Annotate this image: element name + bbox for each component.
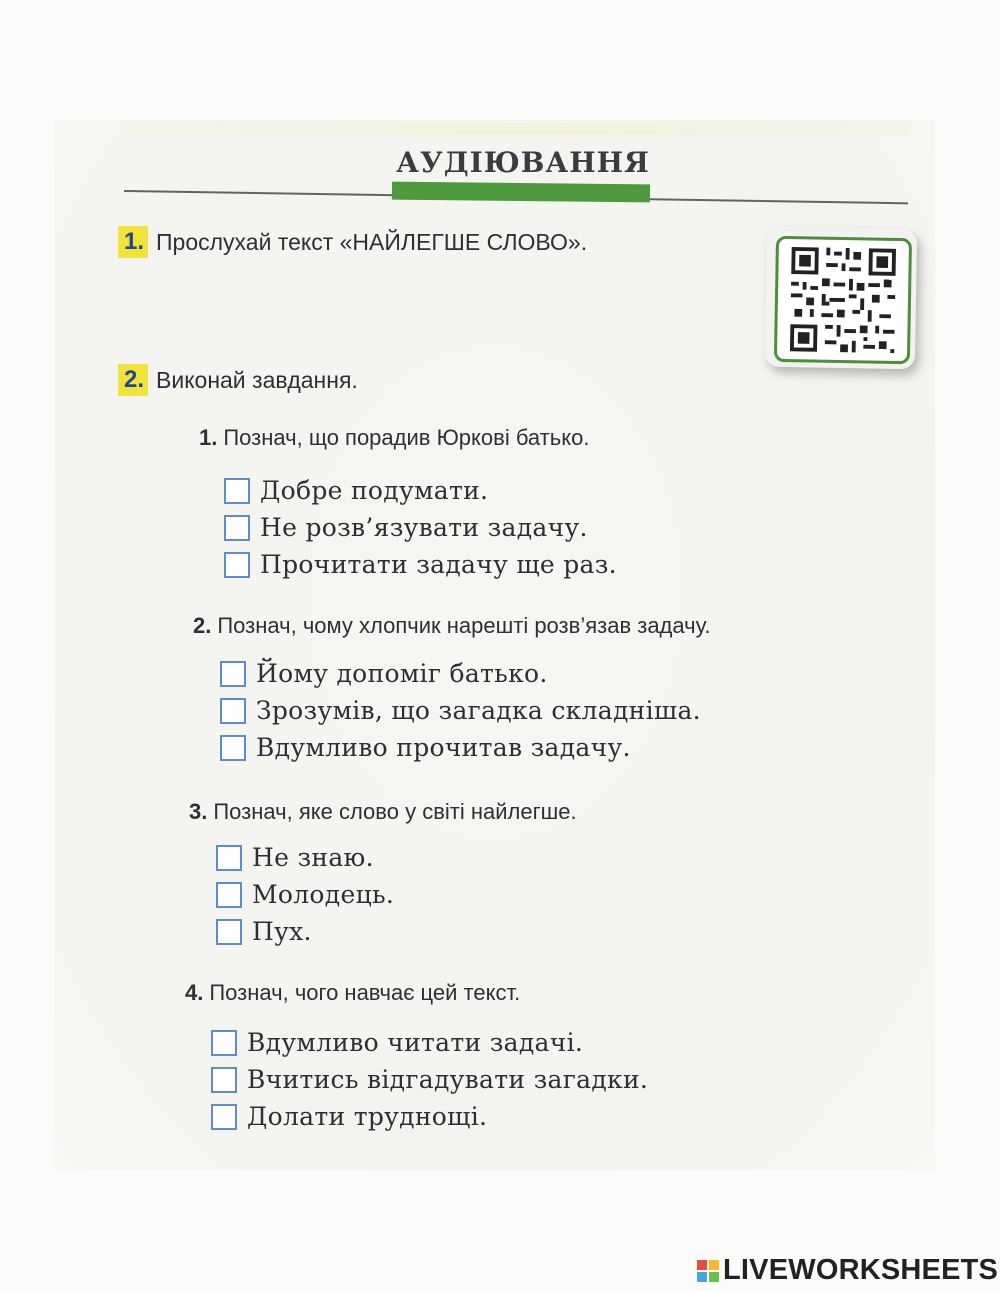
option-q2-1[interactable]	[220, 655, 701, 692]
title-accent-bar	[392, 182, 650, 203]
option-label: Долати труднощі.	[247, 1102, 488, 1131]
question-2-number: 2.	[193, 613, 212, 638]
option-label: Молодець.	[252, 880, 395, 909]
checkbox[interactable]	[211, 1067, 237, 1093]
checkbox[interactable]	[220, 698, 246, 724]
option-q2-2[interactable]	[220, 692, 701, 729]
option-label: Вдумливо читати задачі.	[247, 1028, 584, 1057]
option-label: Не розв’язувати задачу.	[260, 513, 588, 542]
task-2-text: Виконай завдання.	[156, 366, 358, 393]
watermark-text: LIVEWORKSHEETS	[723, 1254, 999, 1286]
task-2	[118, 364, 358, 396]
question-4-options	[211, 1024, 648, 1135]
option-label: Пух.	[252, 917, 312, 946]
question-3	[189, 799, 577, 825]
option-q4-3[interactable]	[211, 1098, 648, 1135]
option-label: Прочитати задачу ще раз.	[260, 550, 617, 579]
checkbox[interactable]	[224, 515, 250, 541]
option-label: Не знаю.	[252, 843, 374, 872]
option-label: Вдумливо прочитав задачу.	[256, 733, 631, 762]
option-q3-3[interactable]	[216, 913, 394, 950]
checkbox[interactable]	[220, 735, 246, 761]
option-label: Зрозумів, що загадка складніша.	[256, 696, 701, 725]
checkbox[interactable]	[216, 882, 242, 908]
question-4	[185, 980, 520, 1006]
option-label: Добре подумати.	[260, 476, 489, 505]
question-3-options	[216, 839, 394, 950]
liveworksheets-watermark	[697, 1254, 998, 1287]
checkbox[interactable]	[211, 1104, 237, 1130]
question-2	[193, 613, 711, 639]
task-1	[118, 226, 587, 258]
qr-code-icon	[786, 243, 900, 357]
checkbox[interactable]	[220, 661, 246, 687]
task-1-number: 1.	[118, 226, 148, 258]
option-q2-3[interactable]	[220, 729, 701, 766]
question-1-number: 1.	[199, 425, 218, 450]
task-2-number: 2.	[118, 364, 148, 396]
question-1-options	[224, 472, 617, 583]
option-q3-1[interactable]	[216, 839, 394, 876]
top-strip	[125, 123, 910, 135]
checkbox[interactable]	[224, 478, 250, 504]
checkbox[interactable]	[211, 1030, 237, 1056]
qr-card[interactable]	[765, 227, 917, 370]
checkbox[interactable]	[216, 845, 242, 871]
page-title: АУДІЮВАННЯ	[396, 146, 650, 179]
checkbox[interactable]	[216, 919, 242, 945]
liveworksheets-logo-icon	[697, 1260, 719, 1282]
question-1	[199, 425, 589, 451]
question-4-text: Познач, чого навчає цей текст.	[209, 980, 521, 1005]
option-label: Йому допоміг батько.	[256, 659, 548, 688]
option-q4-2[interactable]	[211, 1061, 648, 1098]
question-4-number: 4.	[185, 980, 204, 1005]
question-2-options	[220, 655, 701, 766]
question-1-text: Познач, що порадив Юркові батько.	[223, 425, 590, 450]
option-q1-1[interactable]	[224, 472, 617, 509]
question-3-number: 3.	[189, 799, 208, 824]
option-q1-2[interactable]	[224, 509, 617, 546]
option-label: Вчитись відгадувати загадки.	[247, 1065, 649, 1094]
option-q1-3[interactable]	[224, 546, 617, 583]
option-q4-1[interactable]	[211, 1024, 648, 1061]
question-3-text: Познач, яке слово у світі найлегше.	[213, 799, 577, 824]
option-q3-2[interactable]	[216, 876, 394, 913]
question-2-text: Познач, чому хлопчик нарешті розв’язав задачу.	[217, 613, 711, 638]
task-1-text: Прослухай текст «НАЙЛЕГШЕ СЛОВО».	[156, 228, 588, 255]
checkbox[interactable]	[224, 552, 250, 578]
